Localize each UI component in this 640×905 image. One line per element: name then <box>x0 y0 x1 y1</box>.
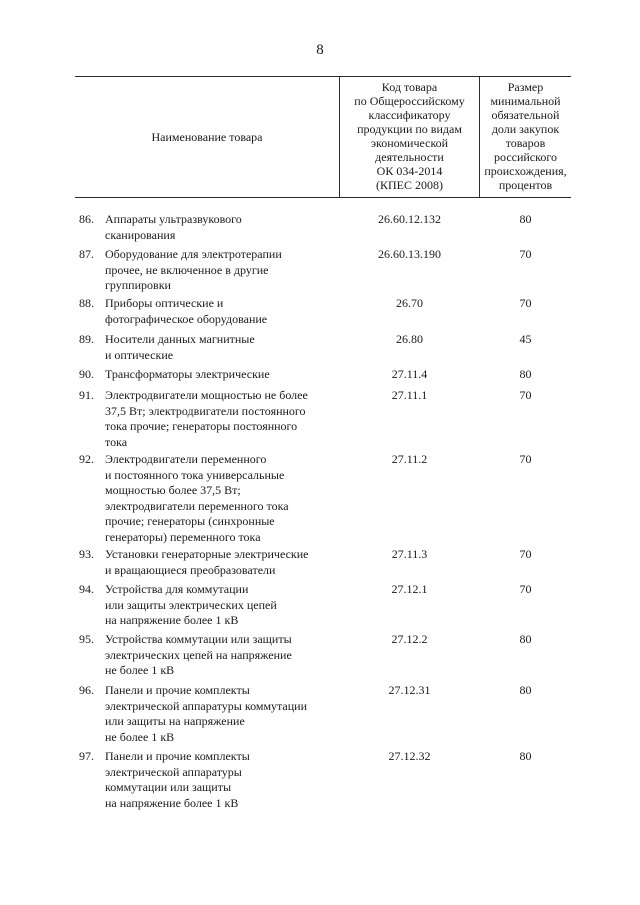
row-name-line: тока прочие; генераторы постоянного <box>105 419 298 433</box>
row-name-line: электрической аппаратуры коммутации <box>105 698 308 713</box>
header-code-line: (КПЕС 2008) <box>376 178 443 192</box>
row-name-line: и оптические <box>105 347 174 362</box>
header-share-line: процентов <box>498 178 553 192</box>
row-code: 27.11.3 <box>391 547 428 561</box>
row-share: 80 <box>519 683 532 697</box>
header-code-line: продукции по видам <box>357 122 462 136</box>
row-name-line: генераторы) переменного тока <box>105 529 261 544</box>
row-name <box>105 452 341 545</box>
row-number: 96. <box>79 683 94 697</box>
row-number: 87. <box>79 247 94 261</box>
row-name-line: Панели и прочие комплекты <box>105 749 250 763</box>
header-code-line: экономической <box>370 136 449 150</box>
row-name <box>105 749 341 811</box>
row-share: 80 <box>519 212 532 226</box>
row-name-line: группировки <box>105 278 171 292</box>
header-name-label: Наименование товара <box>151 130 263 144</box>
header-code-line: по Общероссийскому <box>354 94 465 108</box>
row-number: 92. <box>79 452 94 466</box>
row-name <box>105 332 341 363</box>
row-name <box>105 296 341 327</box>
row-name-line: коммутации или защиты <box>105 780 232 794</box>
row-code: 27.12.31 <box>388 683 431 697</box>
row-name-line: на напряжение более 1 кВ <box>105 613 239 627</box>
header-share-line: Размер <box>507 80 544 94</box>
row-number: 95. <box>79 632 94 646</box>
row-number: 86. <box>79 212 94 226</box>
row-name-line: Электродвигатели мощностью не более <box>105 388 308 402</box>
row-share: 70 <box>519 582 532 596</box>
row-name <box>105 683 341 745</box>
row-name-line: Установки генераторные электрические <box>105 547 309 561</box>
row-code: 27.12.2 <box>391 632 428 646</box>
row-name-line: прочее, не включенное в другие <box>105 262 269 277</box>
header-share-line: происхождения, <box>484 164 567 178</box>
row-share: 70 <box>519 547 532 561</box>
row-name-line: электрической аппаратуры <box>105 764 242 779</box>
table-header <box>75 76 571 198</box>
row-number: 93. <box>79 547 94 561</box>
row-code: 26.60.12.132 <box>378 212 441 226</box>
header-name-column <box>75 77 339 197</box>
row-code: 26.80 <box>396 332 423 346</box>
row-name-line: или защиты электрических цепей <box>105 597 277 612</box>
header-share-line: российского <box>494 150 557 164</box>
row-share: 70 <box>519 388 532 402</box>
row-name-line: не более 1 кВ <box>105 729 175 744</box>
row-name-line: мощностью более 37,5 Вт; <box>105 483 241 497</box>
row-code: 27.12.32 <box>388 749 431 763</box>
row-name <box>105 547 341 578</box>
row-number: 94. <box>79 582 94 596</box>
row-name-line: тока <box>105 434 128 449</box>
header-share-column <box>480 80 571 192</box>
row-share: 80 <box>519 749 532 763</box>
row-name-line: прочие; генераторы (синхронные <box>105 514 275 528</box>
row-share: 45 <box>519 332 532 346</box>
row-name <box>105 632 341 679</box>
header-code-line: ОК 034-2014 <box>376 164 443 178</box>
row-number: 90. <box>79 367 94 381</box>
row-number: 89. <box>79 332 94 346</box>
row-name-line: 37,5 Вт; электродвигатели постоянного <box>105 403 306 418</box>
row-name-line: и вращающиеся преобразователи <box>105 562 276 577</box>
row-code: 27.12.1 <box>391 582 428 596</box>
row-share: 70 <box>519 452 532 466</box>
row-number: 88. <box>79 296 94 310</box>
row-code: 27.11.1 <box>391 388 428 402</box>
row-name-line: Устройства для коммутации <box>105 582 249 596</box>
row-code: 26.70 <box>396 296 423 310</box>
header-share-line: минимальной <box>490 94 561 108</box>
row-share: 70 <box>519 296 532 310</box>
row-name <box>105 367 341 383</box>
header-code-line: Код товара <box>381 80 438 94</box>
row-name <box>105 212 341 243</box>
row-name-line: Панели и прочие комплекты <box>105 683 250 697</box>
row-name-line: Приборы оптические и <box>105 296 224 310</box>
row-name-line: электрических цепей на напряжение <box>105 647 292 662</box>
row-number: 91. <box>79 388 94 402</box>
row-share: 70 <box>519 247 532 261</box>
header-code-line: классификатору <box>368 108 451 122</box>
row-name-line: Устройства коммутации или защиты <box>105 632 292 646</box>
row-share: 80 <box>519 367 532 381</box>
row-name-line: Носители данных магнитные <box>105 332 255 346</box>
row-name-line: Аппараты ультразвукового <box>105 212 242 226</box>
row-name-line: или защиты на напряжение <box>105 714 245 728</box>
header-share-line: обязательной <box>491 108 560 122</box>
header-code-line: деятельности <box>375 150 444 164</box>
row-name-line: не более 1 кВ <box>105 663 175 677</box>
header-code-column <box>340 80 479 192</box>
row-share: 80 <box>519 632 532 646</box>
page-number: 8 <box>316 42 324 58</box>
row-name-line: сканирования <box>105 227 176 242</box>
row-name-line: и постоянного тока универсальные <box>105 467 285 482</box>
row-name <box>105 582 341 629</box>
row-name-line: фотографическое оборудование <box>105 311 268 326</box>
row-name-line: Трансформаторы электрические <box>105 367 270 381</box>
row-code: 27.11.4 <box>391 367 428 381</box>
row-name-line: на напряжение более 1 кВ <box>105 795 239 810</box>
row-name-line: Электродвигатели переменного <box>105 452 267 466</box>
row-number: 97. <box>79 749 94 763</box>
row-name <box>105 388 341 450</box>
row-code: 26.60.13.190 <box>378 247 441 261</box>
header-share-line: товаров <box>505 136 546 150</box>
header-share-line: доли закупок <box>491 122 560 136</box>
row-name <box>105 247 341 294</box>
row-code: 27.11.2 <box>391 452 428 466</box>
row-name-line: Оборудование для электротерапии <box>105 247 282 261</box>
row-name-line: электродвигатели переменного тока <box>105 498 289 513</box>
